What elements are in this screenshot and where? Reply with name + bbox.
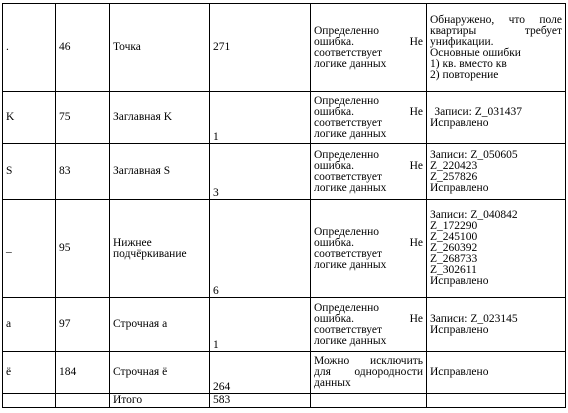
table-row <box>3 92 566 144</box>
assessment-cell <box>311 144 427 200</box>
count-cell: 3 <box>210 144 311 200</box>
assessment-line: ошибка. <box>314 105 355 118</box>
count-cell: 271 <box>210 4 311 92</box>
assessment-line: Не <box>409 236 423 249</box>
assessment-line: ошибка. <box>314 312 355 325</box>
assessment-line: Можно исключить <box>314 355 423 367</box>
error-symbols-table <box>2 3 566 408</box>
assessment-line: данных <box>314 377 351 389</box>
assessment-cell <box>311 92 427 144</box>
note-line: Z_172290 <box>430 220 478 232</box>
assessment-line: соответствует <box>314 46 383 59</box>
assessment-cell <box>311 4 427 92</box>
name-cell: Строчная ё <box>110 352 210 394</box>
table-row <box>3 144 566 200</box>
note-line: Записи: Z_031437 <box>434 105 522 118</box>
assessment-line: ошибка. <box>314 35 355 48</box>
table-row <box>3 4 566 92</box>
assessment-line: логике данных <box>314 57 387 70</box>
note-line: Исправлено <box>430 116 489 129</box>
assessment-line: Не <box>409 312 423 325</box>
note-line: Исправлено <box>430 275 489 287</box>
assessment-line: ошибка. <box>314 236 355 249</box>
assessment-line: Определенно <box>314 24 380 37</box>
note-cell <box>427 352 566 394</box>
count-cell: 264 <box>210 352 311 394</box>
note-line: 2) повторение <box>430 68 499 81</box>
count-cell: 1 <box>210 298 311 352</box>
note-line: 1) кв. вместо кв <box>430 57 507 70</box>
symbol-cell: ё <box>3 352 56 394</box>
note-line: квартиры требует <box>430 24 562 37</box>
name-cell: Строчная a <box>110 298 210 352</box>
assessment-line: Не <box>409 105 423 118</box>
symbol-cell: S <box>3 144 56 200</box>
assessment-line: логике данных <box>314 181 387 194</box>
symbol-cell: . <box>3 4 56 92</box>
assessment-line: соответствует <box>314 116 383 129</box>
symbol-cell: a <box>3 298 56 352</box>
code-cell: 97 <box>56 298 110 352</box>
assessment-line: соответствует <box>314 323 383 336</box>
note-line: Исправлено <box>430 181 489 194</box>
note-line: Записи: Z_050605 <box>430 148 518 161</box>
assessment-cell <box>311 200 427 298</box>
code-cell: 184 <box>56 352 110 394</box>
name-cell: Заглавная S <box>110 144 210 200</box>
assessment-line: соответствует <box>314 170 383 183</box>
note-line: Исправлено <box>430 323 489 336</box>
table-row <box>3 298 566 352</box>
note-line: Основные ошибки <box>430 46 521 59</box>
assessment-cell <box>311 352 427 394</box>
code-cell: 75 <box>56 92 110 144</box>
table-row <box>3 352 566 394</box>
code-cell: 95 <box>56 200 110 298</box>
assessment-line: Не <box>409 35 423 48</box>
note-line: унификации. <box>430 35 494 48</box>
note-line: Исправлено <box>430 366 489 378</box>
count-cell: 6 <box>210 200 311 298</box>
total-value: 583 <box>210 394 311 408</box>
assessment-line: соответствует <box>314 247 383 260</box>
assessment-line: Определенно <box>314 148 380 161</box>
note-line: Z_268733 <box>430 253 478 265</box>
assessment-line: Не <box>409 159 423 172</box>
assessment-line: Определенно <box>314 301 380 314</box>
assessment-line: логике данных <box>314 127 387 140</box>
assessment-line: Определенно <box>314 94 380 107</box>
assessment-line: логике данных <box>314 258 387 271</box>
note-line: Z_257826 <box>430 170 478 183</box>
note-line: Z_302611 <box>430 264 477 276</box>
symbol-cell: _ <box>3 200 56 298</box>
note-cell <box>427 298 566 352</box>
name-cell: Заглавная K <box>110 92 210 144</box>
code-cell: 83 <box>56 144 110 200</box>
total-label: Итого <box>110 394 210 408</box>
note-line: Z_260392 <box>430 242 478 254</box>
assessment-cell <box>311 298 427 352</box>
note-cell <box>427 200 566 298</box>
assessment-line: Определенно <box>314 225 380 238</box>
note-line: Записи: Z_023145 <box>430 312 518 325</box>
note-line: Записи: Z_040842 <box>430 209 518 221</box>
note-line: Обнаружено, что поле <box>430 13 562 26</box>
assessment-line: ошибка. <box>314 159 355 172</box>
name-cell: Нижнее подчёркивание <box>110 200 210 298</box>
symbol-cell: K <box>3 92 56 144</box>
assessment-line: для однородности <box>314 366 423 378</box>
assessment-line: логике данных <box>314 334 387 347</box>
note-line: Z_220423 <box>430 159 478 172</box>
note-cell <box>427 4 566 92</box>
note-cell <box>427 144 566 200</box>
note-line: Z_245100 <box>430 231 478 243</box>
code-cell: 46 <box>56 4 110 92</box>
count-cell: 1 <box>210 92 311 144</box>
total-row <box>3 394 566 408</box>
note-cell <box>427 92 566 144</box>
name-cell: Точка <box>110 4 210 92</box>
table-row <box>3 200 566 298</box>
